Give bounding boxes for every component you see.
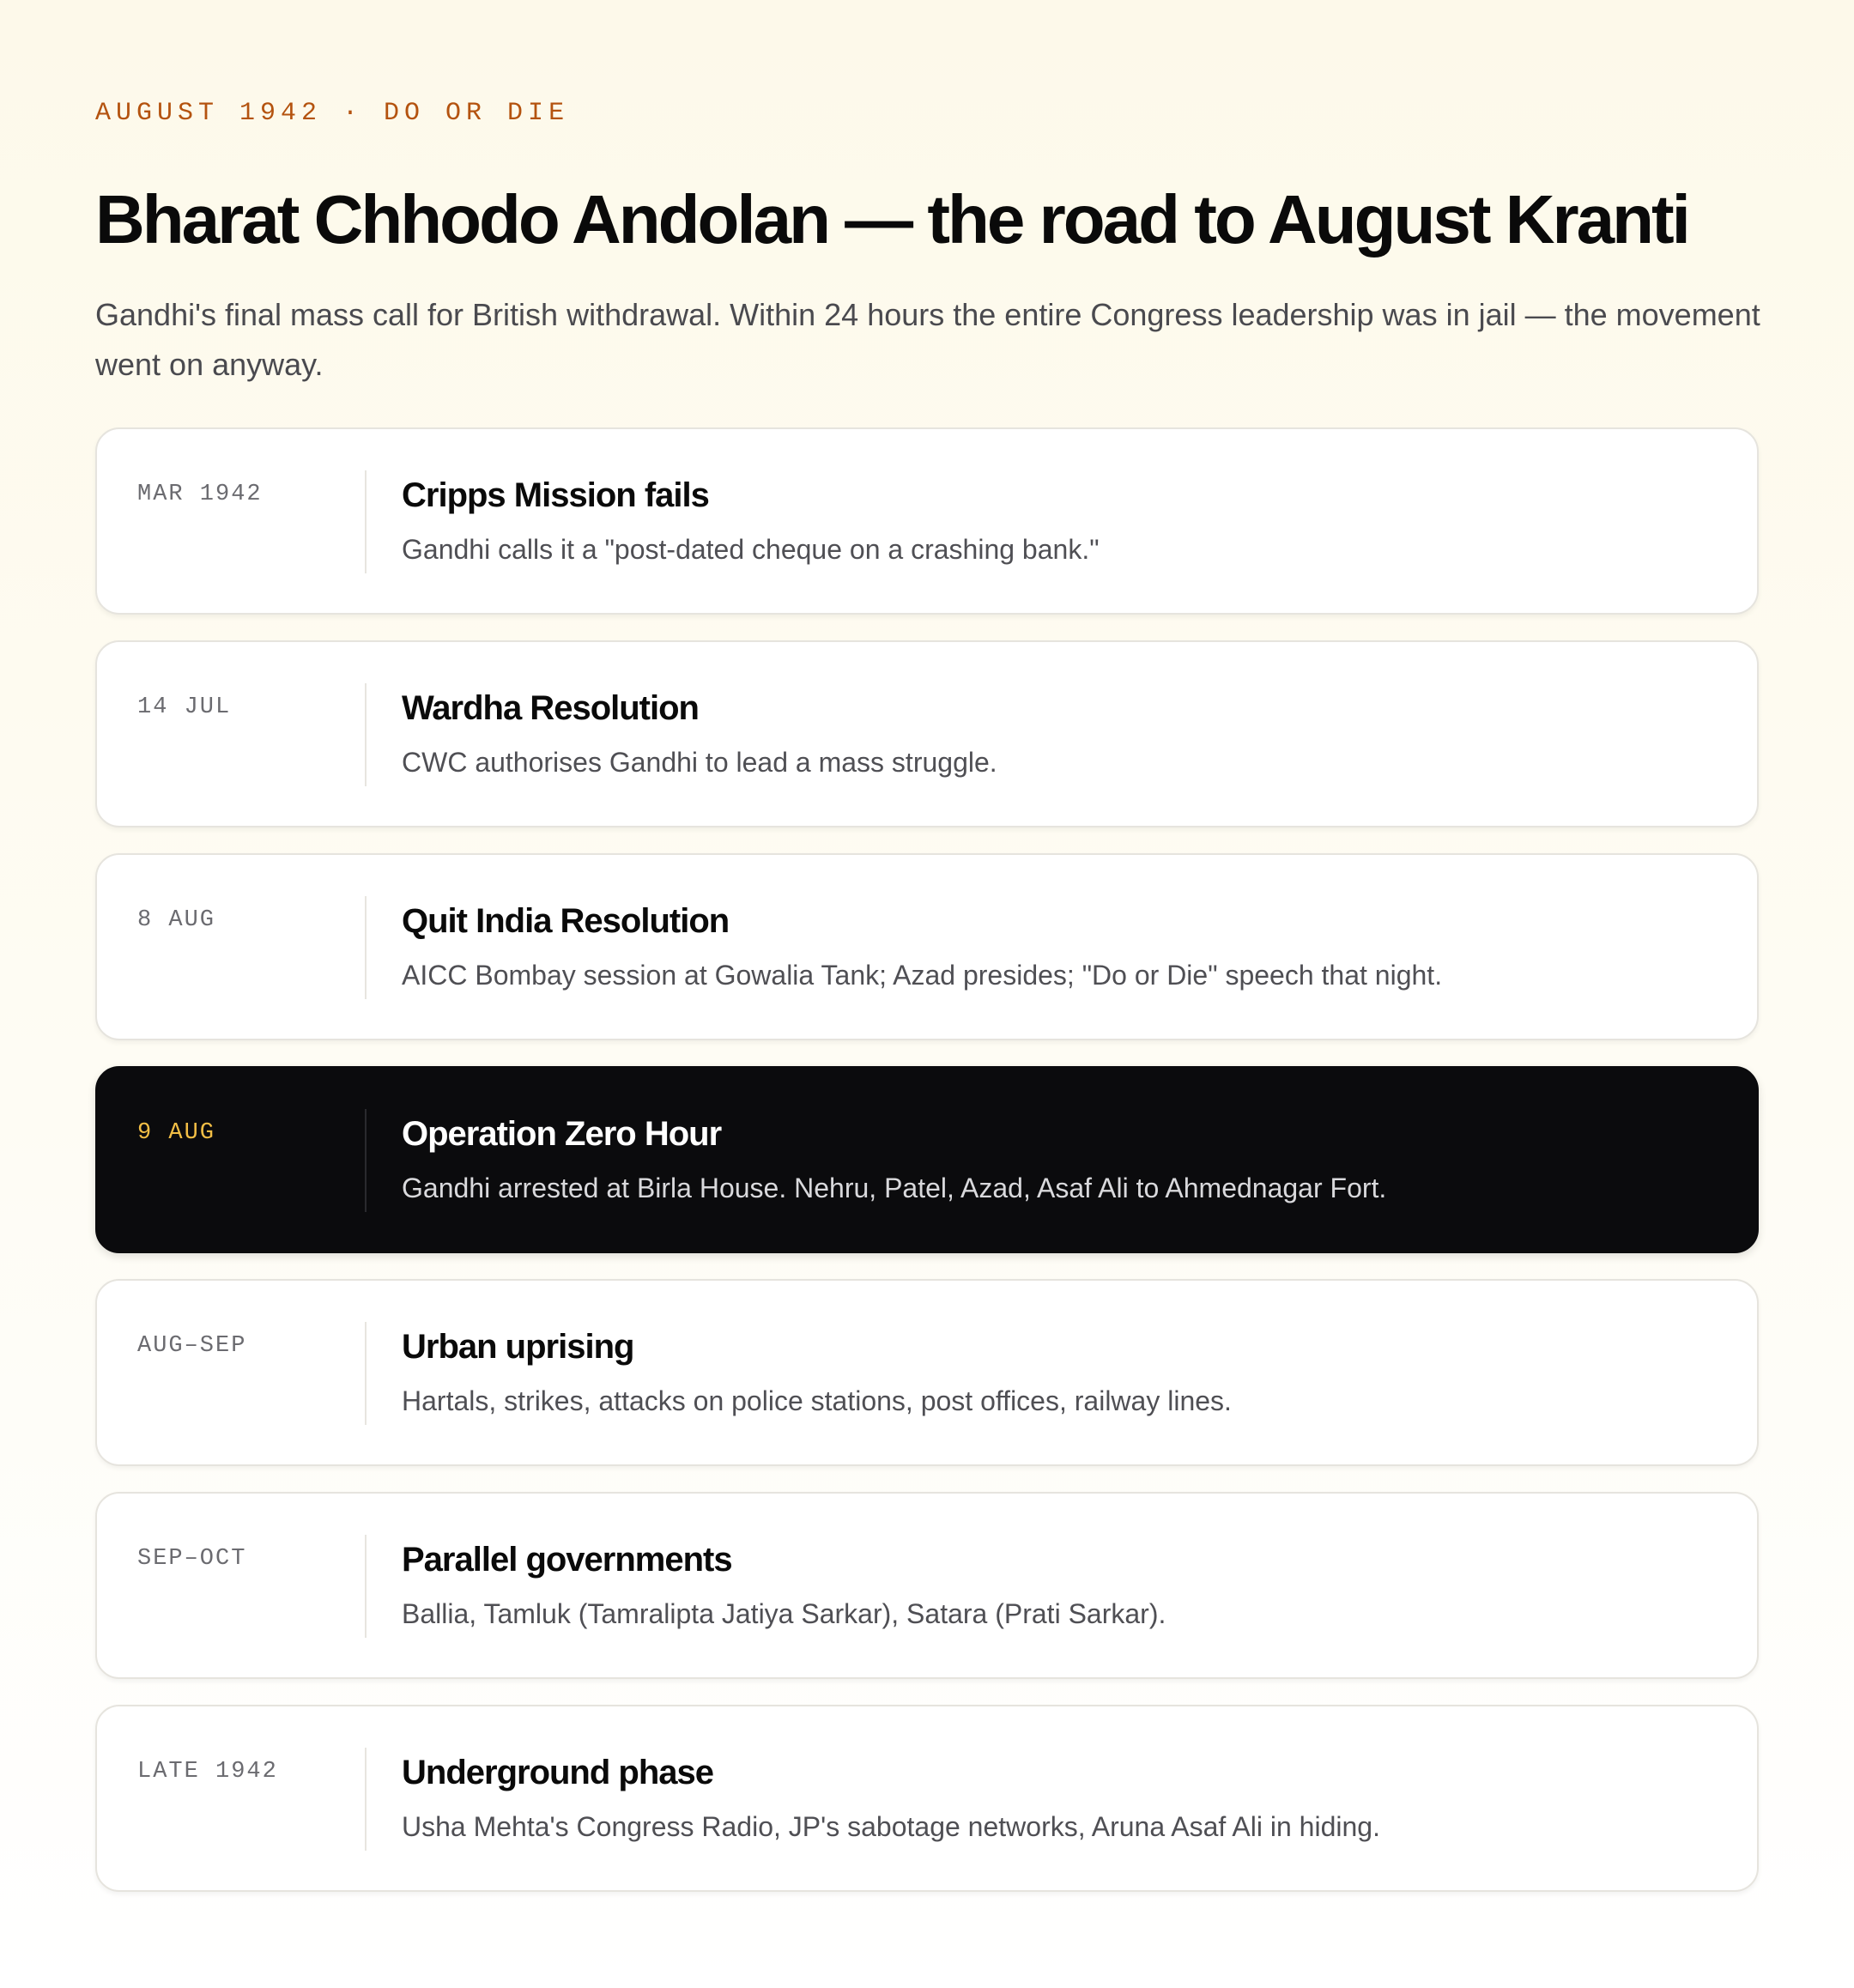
timeline-event-cripps-mission (95, 427, 1759, 615)
event-title: Underground phase (402, 1754, 714, 1791)
event-date: LATE 1942 (137, 1759, 278, 1785)
event-body (402, 900, 1723, 992)
event-title: Cripps Mission fails (402, 476, 709, 514)
event-date: 9 AUG (137, 1120, 216, 1146)
event-divider (365, 896, 367, 999)
page-subtitle: Gandhi's final mass call for British withdrawal. Within 24 hours the entire Congress leadership was in jail — the movement went on anyway. (95, 297, 1760, 382)
event-description: CWC authorises Gandhi to lead a mass struggle. (402, 747, 997, 778)
timeline-event-underground-phase (95, 1705, 1759, 1892)
event-divider (365, 470, 367, 573)
timeline-event-parallel-governments (95, 1492, 1759, 1679)
event-divider (365, 1748, 367, 1851)
event-date: SEP–OCT (137, 1546, 247, 1572)
event-body (402, 1751, 1723, 1844)
event-description: Gandhi arrested at Birla House. Nehru, Patel, Azad, Asaf Ali to Ahmednagar Fort. (402, 1173, 1387, 1203)
event-divider (365, 1322, 367, 1425)
event-description: Ballia, Tamluk (Tamralipta Jatiya Sarkar), Satara (Prati Sarkar). (402, 1598, 1166, 1629)
event-date: AUG–SEP (137, 1333, 247, 1359)
event-description: AICC Bombay session at Gowalia Tank; Azad presides; "Do or Die" speech that night. (402, 960, 1443, 991)
event-description: Hartals, strikes, attacks on police stations, post offices, railway lines. (402, 1385, 1232, 1416)
event-title: Quit India Resolution (402, 902, 730, 940)
event-body (402, 1538, 1723, 1631)
event-description: Usha Mehta's Congress Radio, JP's sabotage networks, Aruna Asaf Ali in hiding. (402, 1811, 1380, 1842)
event-title: Wardha Resolution (402, 689, 699, 727)
page-title: Bharat Chhodo Andolan — the road to August Kranti (95, 181, 1688, 258)
timeline-event-quit-india-resolution (95, 853, 1759, 1040)
event-divider (365, 1109, 367, 1212)
event-title: Urban uprising (402, 1328, 634, 1366)
event-divider (365, 683, 367, 786)
event-body (402, 687, 1723, 779)
timeline-event-urban-uprising (95, 1279, 1759, 1466)
event-body (402, 474, 1723, 567)
event-title: Operation Zero Hour (402, 1115, 722, 1153)
event-description: Gandhi calls it a "post-dated cheque on a crashing bank." (402, 534, 1100, 565)
event-body (402, 1112, 1723, 1205)
timeline-event-wardha-resolution (95, 640, 1759, 827)
event-date: 14 JUL (137, 694, 232, 720)
event-date: 8 AUG (137, 907, 216, 933)
event-title: Parallel governments (402, 1541, 732, 1579)
eyebrow-label: AUGUST 1942 · DO OR DIE (95, 99, 570, 128)
timeline-event-operation-zero-hour (95, 1066, 1759, 1253)
event-date: MAR 1942 (137, 482, 263, 507)
event-body (402, 1325, 1723, 1418)
event-divider (365, 1535, 367, 1638)
timeline (95, 427, 1759, 1918)
